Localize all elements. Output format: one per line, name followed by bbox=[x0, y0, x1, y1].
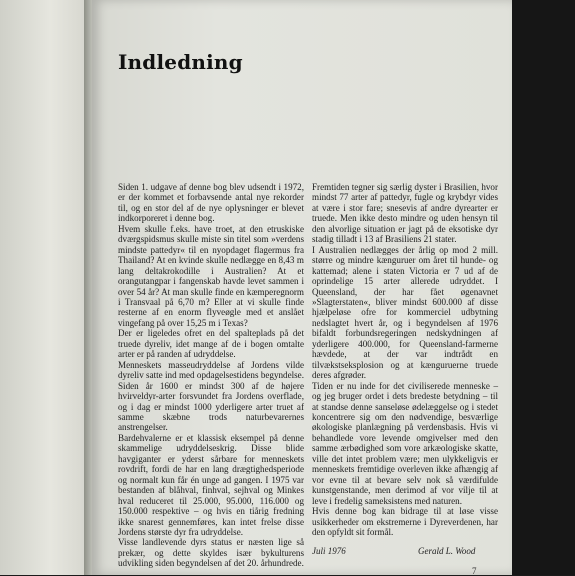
left-page bbox=[0, 0, 85, 575]
paragraph: Menneskets masseudryddelse af Jordens vilde dyreliv satte ind med opdagelsestidens begyndelse. Siden år 1600 er mindst 300 af de højere hvirveldyr-arter forsvundet fra Jordens overflade, og i dag er mindst 1000 yderligere arter truet af samme skæbne trods naturbevarernes anstrengelser. bbox=[118, 359, 304, 433]
signature-author: Gerald L. Wood bbox=[418, 546, 476, 556]
paragraph: Der er ligeledes ofret en del spalteplads på det truede dyreliv, idet mange af de i bogen omtalte arter er på randen af udryddelse. bbox=[118, 328, 304, 360]
paragraph: Hvis denne bog kan bidrage til at løse visse usikkerheder om ekstremerne i Dyreverdenen, har den opfyldt sit formål. bbox=[312, 506, 498, 537]
page-number: 7 bbox=[472, 566, 477, 576]
paragraph: Fremtiden tegner sig særlig dyster i Brasilien, hvor mindst 77 arter af pattedyr, fugle og krybdyr vides at være i stor fare; snesevis af andre dyrearter er truede. Men ikke desto mindre og uden hensyn til den alvorlige situation er jagt på de eksotiske dyr stadig tilladt i 13 af Brasiliens 21 stater. bbox=[312, 182, 498, 245]
paragraph: Tiden er nu inde for det civiliserede menneske – og jeg bruger ordet i dets bredeste betydning – til at standse denne sanseløse ødelæggelse og i stedet koncentrere sig om den nødvendige, besværlige økologiske planlægning på verdensbasis. Hvis vi behandlede vore levende omgivelser med den samme ærbødighed som vore arkæologiske skatte, ville det intet problem være; men ulykkeligvis er menneskets fremtidige overleven ikke afhængig af vor evne til at bevare selv nok så værdifulde kunstgenstande, men derimod af vor vilje til at leve i fredelig sameksistens med naturen. bbox=[312, 380, 498, 506]
right-page bbox=[92, 0, 512, 575]
background-edge bbox=[512, 0, 575, 575]
paragraph: Siden 1. udgave af denne bog blev udsendt i 1972, er der kommet et forbavsende antal nye rekorder til, og en stor del af de nye oplysninger er blevet indkorporeret i denne bog. bbox=[118, 182, 304, 224]
paragraph: Visse landlevende dyrs status er næsten lige så prekær, og dette skyldes især bykulturens udvikling siden begyndelsen af det 20. århundrede. bbox=[118, 537, 304, 569]
paragraph: Bardehvalerne er et klassisk eksempel på denne skammelige udryddelseskrig. Disse blide havgiganter er yderst sårbare for menneskets rovdrift, fordi de har en lang drægtighedsperiode og normalt kun får én unge ad gangen. I 1975 var bestanden af blåhval, finhval, sejhval og Minkes hval reduceret til 25.000, 95.000, 116.000 og 150.000 respektive – og hvis en tiårig fredning ikke snarest gennemføres, kan intet frelse disse Jordens største dyr fra udryddelse. bbox=[118, 432, 304, 537]
paragraph: I Australien nedlægges der årlig op mod 2 mill. større og mindre kænguruer om året til hunde- og kattemad; alene i staten Victoria er 7 ud af de oprindelige 15 arter allerede udryddet. I Queensland, der har fået øgenavnet »Slagterstaten«, bliver mindst 600.000 af disse hjælpeløse ofre for kommerciel udbytning nedslagtet hvert år, og i begyndelsen af 1976 bifaldt forbundsregeringen nedskydningen af yderligere 400.000, for Queensland-farmerne hævdede, at der var indtrådt en tilvækstseksplosion og at kænguruerne truede deres afgrøder. bbox=[312, 244, 498, 381]
page-title: Indledning bbox=[118, 50, 243, 74]
text-column-right bbox=[312, 182, 498, 537]
text-column-left bbox=[118, 182, 304, 569]
signature-date: Juli 1976 bbox=[312, 546, 346, 556]
paragraph: Hvem skulle f.eks. have troet, at den etruskiske dværgspidsmus skulle miste sin titel som »verdens mindste pattedyr« til en nyopdaget flagermus fra Thailand? At en kvinde skulle nedlægge en 8,43 m lang deltakrokodille i Australien? At et orangutangpar i fangenskab havde levet sammen i over 54 år? At man skulle finde en kæmperegnorm i Transvaal på 6,70 m? Eller at vi skulle finde resterne af en enorm flyveøgle med et anslået vingefang på over 15,25 m i Texas? bbox=[118, 223, 304, 328]
